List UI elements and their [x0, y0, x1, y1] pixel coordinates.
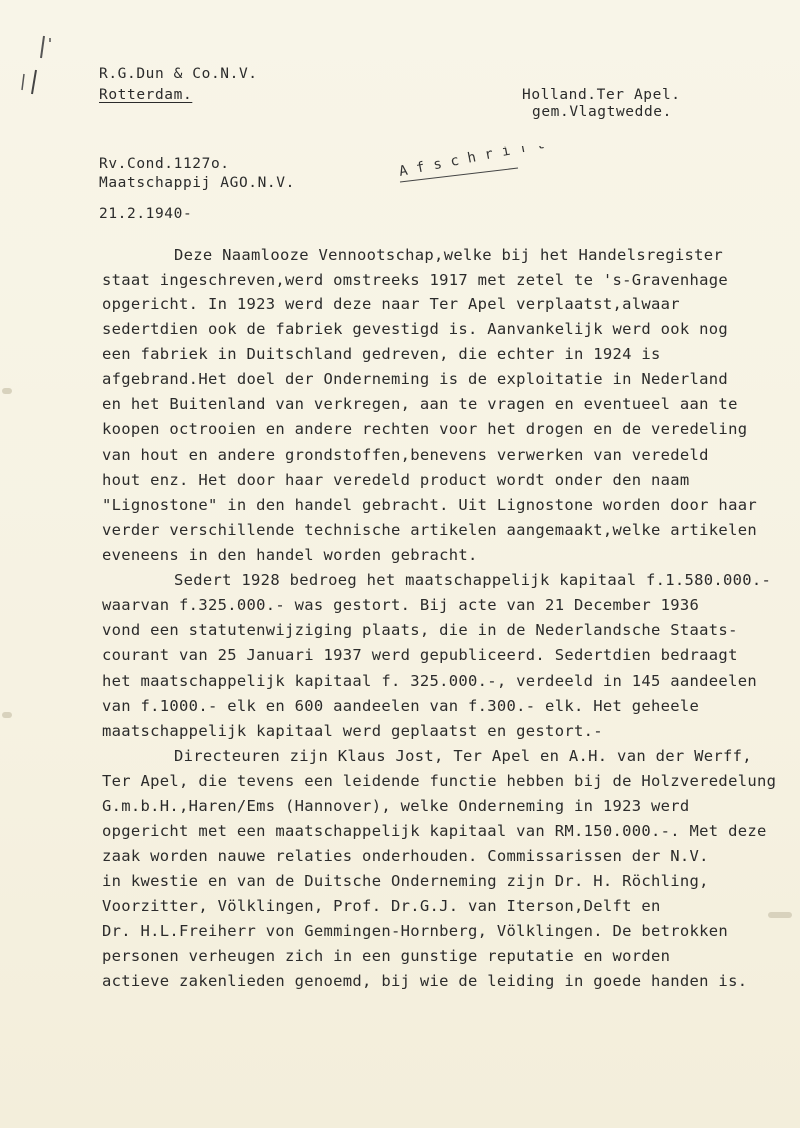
body-line: Sedert 1928 bedroeg het maatschappelijk kapitaal f.1.580.000.-	[174, 571, 772, 589]
body-line: staat ingeschreven,werd omstreeks 1917 met zetel te 's-Gravenhage	[102, 271, 729, 289]
location-line-1: Holland.Ter Apel.	[522, 87, 681, 103]
body-line: in kwestie en van de Duitsche Onderneming zijn Dr. H. Röchling,	[102, 872, 709, 890]
reference-number: Rv.Cond.1127o.	[99, 156, 230, 172]
body-line: het maatschappelijk kapitaal f. 325.000.-, verdeeld in 145 aandeelen	[102, 672, 757, 690]
body-line: van f.1000.- elk en 600 aandeelen van f.300.- elk. Het geheele	[102, 697, 700, 715]
body-line: maatschappelijk kapitaal werd geplaatst en gestort.-	[102, 722, 603, 740]
edge-mark	[2, 388, 12, 394]
body-line: Directeuren zijn Klaus Jost, Ter Apel en A.H. van der Werff,	[174, 747, 752, 765]
sender-city: Rotterdam.	[99, 87, 193, 103]
body-line: personen verheugen zich in een gunstige reputatie en worden	[102, 947, 671, 965]
body-line: afgebrand.Het doel der Onderneming is de exploitatie in Nederland	[102, 370, 729, 388]
body-line: opgericht met een maatschappelijk kapitaal van RM.150.000.-. Met deze	[102, 822, 767, 840]
body-line: hout enz. Het door haar veredeld product wordt onder den naam	[102, 471, 690, 489]
body-line: en het Buitenland van verkregen, aan te vragen en eventueel aan te	[102, 395, 738, 413]
body-line: koopen octrooien en andere rechten voor het drogen en de veredeling	[102, 420, 748, 438]
body-line: van hout en andere grondstoffen,benevens verwerken van veredeld	[102, 446, 709, 464]
body-line: "Lignostone" in den handel gebracht. Uit Lignostone worden door haar	[102, 496, 757, 514]
edge-mark	[768, 912, 792, 918]
body-line: Ter Apel, die tevens een leidende functie hebben bij de Holzveredelung	[102, 772, 777, 790]
body-line: Deze Naamlooze Vennootschap,welke bij het Handelsregister	[174, 246, 724, 264]
body-line: verder verschillende technische artikelen aangemaakt,welke artikelen	[102, 521, 757, 539]
body-line: actieve zakenlieden genoemd, bij wie de leiding in goede handen is.	[102, 972, 748, 990]
company-name: Maatschappij AGO.N.V.	[99, 175, 295, 191]
copy-stamp-text: Afschrift.	[398, 146, 572, 180]
sender-name: R.G.Dun & Co.N.V.	[99, 66, 258, 82]
margin-pencil-marks	[14, 30, 54, 100]
body-line: een fabriek in Duitschland gedreven, die echter in 1924 is	[102, 345, 661, 363]
body-line: sedertdien ook de fabriek gevestigd is. Aanvankelijk werd ook nog	[102, 320, 729, 338]
body-line: G.m.b.H.,Haren/Ems (Hannover), welke Onderneming in 1923 werd	[102, 797, 690, 815]
body-line: eveneens in den handel worden gebracht.	[102, 546, 478, 564]
body-line: opgericht. In 1923 werd deze naar Ter Apel verplaatst,alwaar	[102, 295, 680, 313]
body-line: vond een statutenwijziging plaats, die in de Nederlandsche Staats-	[102, 621, 738, 639]
document-date: 21.2.1940-	[99, 206, 193, 222]
body-line: courant van 25 Januari 1937 werd gepubliceerd. Sedertdien bedraagt	[102, 646, 738, 664]
copy-stamp	[398, 146, 598, 186]
body-line: waarvan f.325.000.- was gestort. Bij acte van 21 December 1936	[102, 596, 700, 614]
body-line: Voorzitter, Völklingen, Prof. Dr.G.J. van Iterson,Delft en	[102, 897, 661, 915]
body-line: zaak worden nauwe relaties onderhouden. Commissarissen der N.V.	[102, 847, 709, 865]
edge-mark	[2, 712, 12, 718]
location-line-2: gem.Vlagtwedde.	[532, 104, 672, 120]
body-line: Dr. H.L.Freiherr von Gemmingen-Hornberg, Völklingen. De betrokken	[102, 922, 729, 940]
